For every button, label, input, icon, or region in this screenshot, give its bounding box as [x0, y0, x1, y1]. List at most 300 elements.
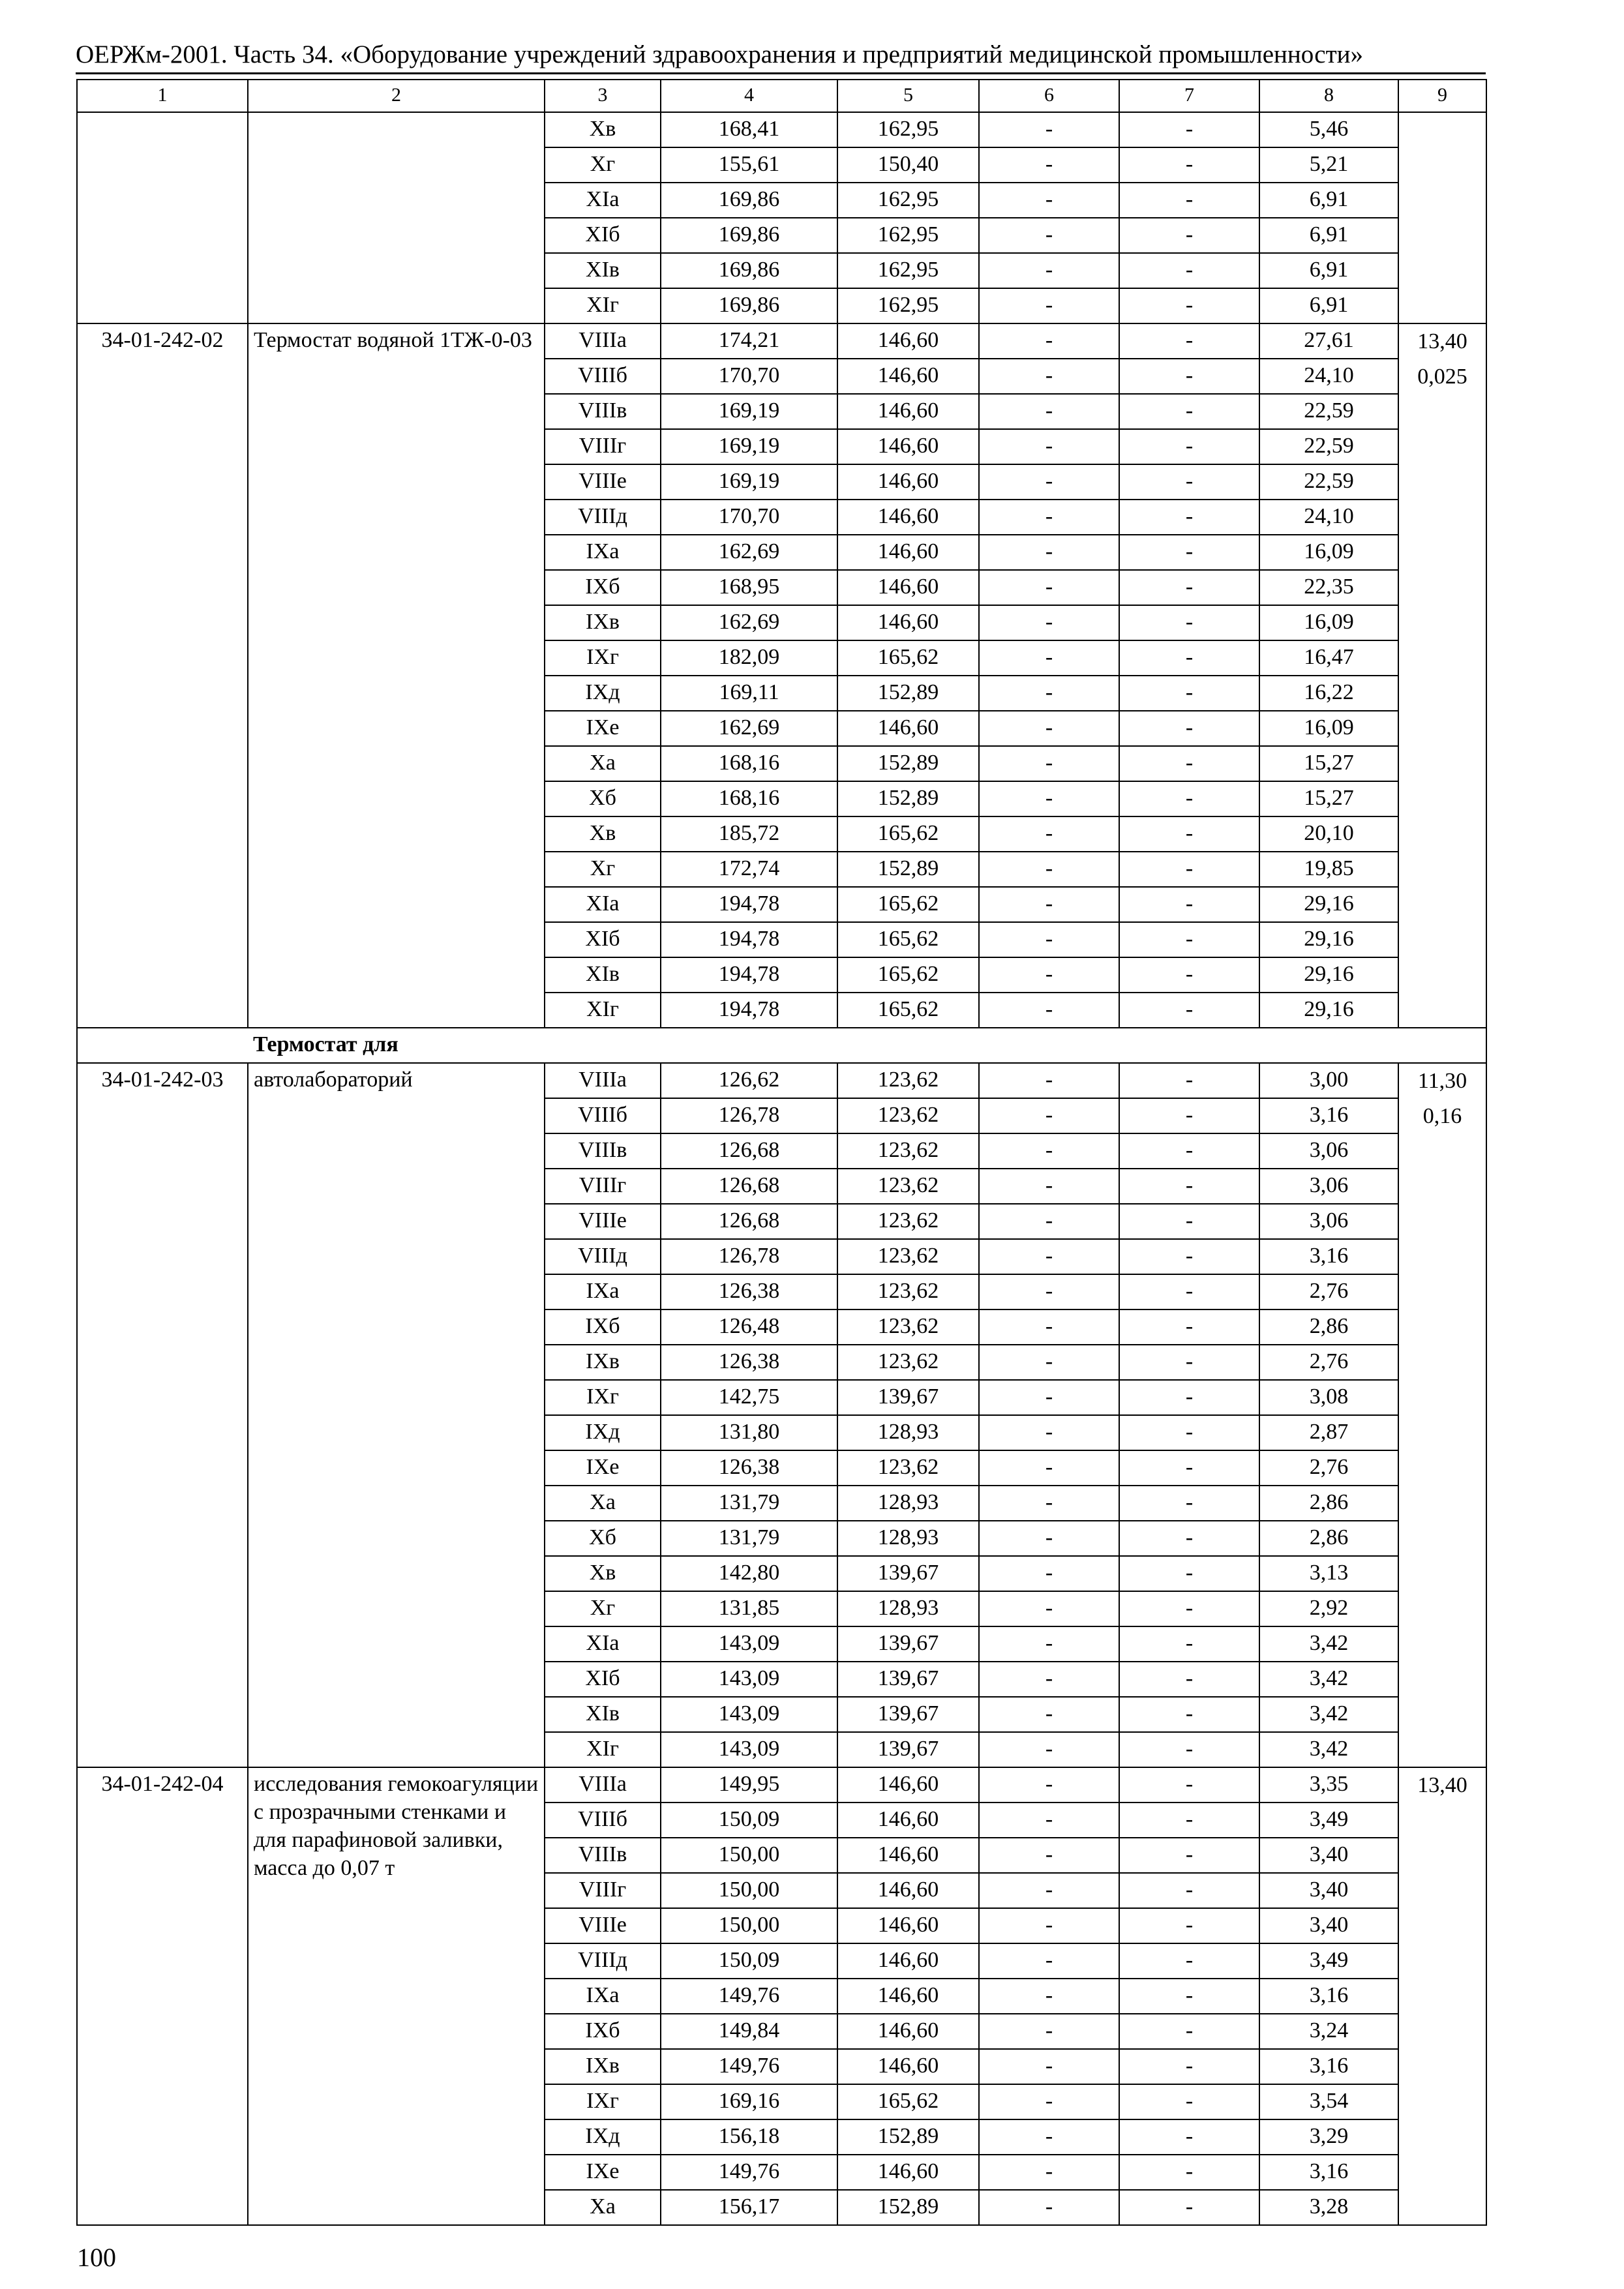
cell-col-8: 2,76	[1259, 1450, 1398, 1486]
cell-col-6: -	[979, 1380, 1119, 1415]
cell-col-7: -	[1119, 1803, 1259, 1838]
cell-col-5: 139,67	[837, 1697, 979, 1732]
cell-col-4: 126,38	[661, 1450, 837, 1486]
cell-col-8: 3,06	[1259, 1204, 1398, 1239]
cell-col-4: 126,68	[661, 1204, 837, 1239]
cell-col-4: 126,78	[661, 1239, 837, 1274]
cell-col-3: IXе	[545, 711, 661, 746]
cell-col-7: -	[1119, 1697, 1259, 1732]
column-number-1: 1	[77, 80, 248, 112]
cell-col-4: 143,09	[661, 1626, 837, 1662]
cell-col-7: -	[1119, 1204, 1259, 1239]
cell-col-8: 6,91	[1259, 218, 1398, 253]
cell-col-6: -	[979, 500, 1119, 535]
cell-col-5: 152,89	[837, 2119, 979, 2155]
cell-col-5: 139,67	[837, 1626, 979, 1662]
cell-col-6: -	[979, 711, 1119, 746]
cell-col-3: Xг	[545, 147, 661, 183]
cell-col-8: 2,92	[1259, 1591, 1398, 1626]
cell-col-4: 126,38	[661, 1274, 837, 1309]
cell-col-3: XIг	[545, 1732, 661, 1767]
cell-col-7: -	[1119, 1098, 1259, 1133]
cell-col-6: -	[979, 1662, 1119, 1697]
cell-col-8: 3,16	[1259, 1239, 1398, 1274]
cell-col-5: 123,62	[837, 1309, 979, 1345]
cell-col-7: -	[1119, 1239, 1259, 1274]
cell-col-6: -	[979, 1908, 1119, 1943]
cell-col-5: 123,62	[837, 1133, 979, 1169]
cell-col-3: Xа	[545, 1486, 661, 1521]
cell-col-6: -	[979, 394, 1119, 429]
cell-col-6: -	[979, 781, 1119, 816]
cell-col-4: 169,86	[661, 253, 837, 288]
cell-col-8: 3,42	[1259, 1662, 1398, 1697]
cell-col-5: 146,60	[837, 394, 979, 429]
cell-col-4: 168,16	[661, 746, 837, 781]
cell-col-4: 169,86	[661, 183, 837, 218]
column-number-row	[77, 80, 1486, 112]
cell-col-6: -	[979, 640, 1119, 676]
cell-col-8: 22,35	[1259, 570, 1398, 605]
cell-col-6: -	[979, 1697, 1119, 1732]
cell-col-7: -	[1119, 464, 1259, 500]
cell-col-7: -	[1119, 1169, 1259, 1204]
cell-col-7: -	[1119, 676, 1259, 711]
cell-col-3: XIб	[545, 1662, 661, 1697]
cell-col-4: 170,70	[661, 359, 837, 394]
cell-col-6: -	[979, 1979, 1119, 2014]
cell-col-3: Xв	[545, 1556, 661, 1591]
cell-col-8: 2,76	[1259, 1345, 1398, 1380]
cell-col-4: 149,84	[661, 2014, 837, 2049]
cell-col-5: 146,60	[837, 1767, 979, 1803]
cell-col-6: -	[979, 852, 1119, 887]
cell-col-7: -	[1119, 1521, 1259, 1556]
cell-col-8: 3,00	[1259, 1063, 1398, 1098]
cell-col-3: Xв	[545, 112, 661, 147]
cell-col-6: -	[979, 1274, 1119, 1309]
cell-col-5: 146,60	[837, 1908, 979, 1943]
cell-col-4: 150,00	[661, 1908, 837, 1943]
cell-col-6: -	[979, 147, 1119, 183]
cell-col-7: -	[1119, 1309, 1259, 1345]
cell-col-3: XIв	[545, 1697, 661, 1732]
cell-col-5: 146,60	[837, 2155, 979, 2190]
cell-col-7: -	[1119, 1908, 1259, 1943]
cell-col-8: 6,91	[1259, 288, 1398, 323]
cell-col-4: 156,18	[661, 2119, 837, 2155]
cell-col-3: Xа	[545, 746, 661, 781]
cell-col-8: 29,16	[1259, 922, 1398, 957]
cell-col-3: IXе	[545, 2155, 661, 2190]
cell-col-7: -	[1119, 429, 1259, 464]
cell-col-3: VIIIг	[545, 429, 661, 464]
cell-col-6: -	[979, 816, 1119, 852]
cell-col-5: 146,60	[837, 605, 979, 640]
cell-col-4: 168,16	[661, 781, 837, 816]
cell-col-8: 5,21	[1259, 147, 1398, 183]
cell-col-7: -	[1119, 288, 1259, 323]
column-number-8: 8	[1259, 80, 1398, 112]
cell-col-6: -	[979, 323, 1119, 359]
cell-col-4: 169,86	[661, 218, 837, 253]
rate-name: автолабораторий	[248, 1063, 545, 1767]
cell-col-5: 146,60	[837, 464, 979, 500]
cell-col-5: 146,60	[837, 359, 979, 394]
cell-col-3: IXе	[545, 1450, 661, 1486]
cell-col-3: VIIIе	[545, 1204, 661, 1239]
cell-col-4: 172,74	[661, 852, 837, 887]
cell-col-3: XIв	[545, 957, 661, 993]
cell-col-6: -	[979, 429, 1119, 464]
cell-col-8: 3,49	[1259, 1943, 1398, 1979]
cell-col-7: -	[1119, 957, 1259, 993]
rate-name: Термостат водяной 1ТЖ-0-03	[248, 323, 545, 1028]
cell-col-5: 146,60	[837, 1943, 979, 1979]
cell-col-4: 168,41	[661, 112, 837, 147]
cell-col-5: 165,62	[837, 993, 979, 1028]
cell-col-6: -	[979, 2119, 1119, 2155]
cell-col-7: -	[1119, 323, 1259, 359]
cell-col-5: 165,62	[837, 887, 979, 922]
cell-col-3: Xа	[545, 2190, 661, 2225]
cell-col-3: XIа	[545, 1626, 661, 1662]
cell-col-6: -	[979, 1133, 1119, 1169]
cell-col-7: -	[1119, 1415, 1259, 1450]
cell-col-8: 3,16	[1259, 1098, 1398, 1133]
cell-col-7: -	[1119, 993, 1259, 1028]
cell-col-7: -	[1119, 1380, 1259, 1415]
cell-col-3: VIIIв	[545, 1838, 661, 1873]
cell-col-3: XIг	[545, 288, 661, 323]
cell-col-4: 169,19	[661, 429, 837, 464]
cell-col-6: -	[979, 1803, 1119, 1838]
cell-col-5: 146,60	[837, 535, 979, 570]
cell-col-3: XIв	[545, 253, 661, 288]
cell-col-4: 126,68	[661, 1133, 837, 1169]
cell-col-4: 150,00	[661, 1873, 837, 1908]
cell-col-8: 29,16	[1259, 887, 1398, 922]
cell-col-6: -	[979, 288, 1119, 323]
cell-col-8: 3,35	[1259, 1767, 1398, 1803]
section-title: Термостат для	[248, 1028, 1486, 1063]
cell-col-4: 150,09	[661, 1943, 837, 1979]
cell-col-8: 3,16	[1259, 2155, 1398, 2190]
cell-col-3: VIIIб	[545, 1098, 661, 1133]
cell-col-6: -	[979, 2190, 1119, 2225]
column-number-6: 6	[979, 80, 1119, 112]
cell-col-6: -	[979, 1345, 1119, 1380]
extra-values	[1398, 1063, 1486, 1767]
cell-col-8: 27,61	[1259, 323, 1398, 359]
cell-col-7: -	[1119, 2084, 1259, 2119]
cell-col-8: 16,47	[1259, 640, 1398, 676]
cell-col-3: VIIIд	[545, 500, 661, 535]
cell-col-3: IXа	[545, 535, 661, 570]
cell-col-5: 123,62	[837, 1063, 979, 1098]
cell-col-8: 6,91	[1259, 253, 1398, 288]
cell-col-7: -	[1119, 1345, 1259, 1380]
cell-col-3: VIIIб	[545, 359, 661, 394]
cell-col-8: 16,09	[1259, 605, 1398, 640]
section-code-cell	[77, 1028, 248, 1063]
cell-col-4: 143,09	[661, 1732, 837, 1767]
cell-col-3: VIIIд	[545, 1943, 661, 1979]
cell-col-3: IXд	[545, 2119, 661, 2155]
cell-col-5: 152,89	[837, 746, 979, 781]
rate-code: 34-01-242-02	[77, 323, 248, 1028]
rate-code: 34-01-242-03	[77, 1063, 248, 1767]
cell-col-8: 3,42	[1259, 1732, 1398, 1767]
cell-col-4: 169,86	[661, 288, 837, 323]
cell-col-5: 123,62	[837, 1450, 979, 1486]
cell-col-4: 169,19	[661, 464, 837, 500]
cell-col-3: VIIIг	[545, 1873, 661, 1908]
cell-col-7: -	[1119, 500, 1259, 535]
column-number-5: 5	[837, 80, 979, 112]
cell-col-6: -	[979, 1415, 1119, 1450]
cell-col-5: 162,95	[837, 218, 979, 253]
cell-col-5: 146,60	[837, 1873, 979, 1908]
header-rule	[76, 72, 1486, 74]
cell-col-5: 123,62	[837, 1204, 979, 1239]
cell-col-5: 146,60	[837, 2049, 979, 2084]
cell-col-7: -	[1119, 2014, 1259, 2049]
cell-col-6: -	[979, 1204, 1119, 1239]
cell-col-8: 3,54	[1259, 2084, 1398, 2119]
page-number: 100	[77, 2243, 116, 2272]
cell-col-5: 165,62	[837, 922, 979, 957]
cell-col-6: -	[979, 1486, 1119, 1521]
cell-col-6: -	[979, 112, 1119, 147]
rate-code	[77, 112, 248, 323]
cell-col-8: 3,49	[1259, 1803, 1398, 1838]
cell-col-7: -	[1119, 183, 1259, 218]
cell-col-7: -	[1119, 1556, 1259, 1591]
extra-values	[1398, 112, 1486, 323]
cell-col-3: Xг	[545, 852, 661, 887]
cell-col-8: 6,91	[1259, 183, 1398, 218]
cell-col-8: 22,59	[1259, 394, 1398, 429]
cell-col-5: 165,62	[837, 640, 979, 676]
column-number-4: 4	[661, 80, 837, 112]
cell-col-5: 152,89	[837, 676, 979, 711]
cell-col-8: 3,06	[1259, 1133, 1398, 1169]
cell-col-5: 139,67	[837, 1380, 979, 1415]
cell-col-4: 150,09	[661, 1803, 837, 1838]
cell-col-6: -	[979, 2084, 1119, 2119]
cell-col-6: -	[979, 1626, 1119, 1662]
cell-col-6: -	[979, 605, 1119, 640]
cell-col-5: 152,89	[837, 2190, 979, 2225]
cell-col-4: 169,19	[661, 394, 837, 429]
cell-col-4: 131,79	[661, 1521, 837, 1556]
cell-col-3: VIIIв	[545, 394, 661, 429]
cell-col-6: -	[979, 746, 1119, 781]
cell-col-5: 146,60	[837, 1803, 979, 1838]
cell-col-7: -	[1119, 2049, 1259, 2084]
cell-col-8: 24,10	[1259, 359, 1398, 394]
cell-col-6: -	[979, 218, 1119, 253]
cell-col-7: -	[1119, 1591, 1259, 1626]
cell-col-7: -	[1119, 112, 1259, 147]
cell-col-4: 162,69	[661, 605, 837, 640]
cell-col-7: -	[1119, 605, 1259, 640]
cell-col-4: 182,09	[661, 640, 837, 676]
cell-col-4: 194,78	[661, 922, 837, 957]
cell-col-4: 185,72	[661, 816, 837, 852]
cell-col-3: Xв	[545, 816, 661, 852]
cell-col-7: -	[1119, 2119, 1259, 2155]
cell-col-7: -	[1119, 922, 1259, 957]
cell-col-3: VIIIе	[545, 1908, 661, 1943]
cell-col-8: 3,16	[1259, 2049, 1398, 2084]
cell-col-6: -	[979, 887, 1119, 922]
cell-col-3: IXг	[545, 1380, 661, 1415]
cell-col-4: 149,95	[661, 1767, 837, 1803]
cell-col-8: 3,28	[1259, 2190, 1398, 2225]
cell-col-4: 194,78	[661, 993, 837, 1028]
cell-col-3: VIIIа	[545, 1063, 661, 1098]
cell-col-7: -	[1119, 253, 1259, 288]
cell-col-5: 123,62	[837, 1274, 979, 1309]
cell-col-4: 149,76	[661, 2049, 837, 2084]
cell-col-6: -	[979, 1309, 1119, 1345]
cell-col-6: -	[979, 1098, 1119, 1133]
cell-col-3: VIIIб	[545, 1803, 661, 1838]
cell-col-4: 169,11	[661, 676, 837, 711]
cell-col-3: XIб	[545, 218, 661, 253]
cell-col-8: 3,42	[1259, 1697, 1398, 1732]
cell-col-6: -	[979, 2014, 1119, 2049]
cell-col-3: IXг	[545, 640, 661, 676]
cell-col-8: 29,16	[1259, 993, 1398, 1028]
cell-col-4: 142,80	[661, 1556, 837, 1591]
cell-col-3: IXд	[545, 676, 661, 711]
cell-col-5: 123,62	[837, 1345, 979, 1380]
cell-col-5: 128,93	[837, 1415, 979, 1450]
cell-col-8: 3,06	[1259, 1169, 1398, 1204]
cell-col-4: 162,69	[661, 711, 837, 746]
page-header: ОЕРЖм-2001. Часть 34. «Оборудование учреждений здравоохранения и предприятий медицинской промышленности»	[76, 40, 1363, 68]
cell-col-3: IXг	[545, 2084, 661, 2119]
cell-col-8: 19,85	[1259, 852, 1398, 887]
cell-col-8: 3,08	[1259, 1380, 1398, 1415]
cell-col-8: 2,86	[1259, 1521, 1398, 1556]
cell-col-7: -	[1119, 816, 1259, 852]
cell-col-3: XIг	[545, 993, 661, 1028]
cell-col-5: 165,62	[837, 816, 979, 852]
cell-col-7: -	[1119, 218, 1259, 253]
cell-col-6: -	[979, 1732, 1119, 1767]
cell-col-7: -	[1119, 887, 1259, 922]
cell-col-7: -	[1119, 147, 1259, 183]
cell-col-7: -	[1119, 1838, 1259, 1873]
cell-col-5: 162,95	[837, 253, 979, 288]
extra-values	[1398, 323, 1486, 1028]
cell-col-7: -	[1119, 1063, 1259, 1098]
cell-col-6: -	[979, 1169, 1119, 1204]
cell-col-3: VIIIв	[545, 1133, 661, 1169]
cell-col-7: -	[1119, 781, 1259, 816]
cell-col-4: 149,76	[661, 1979, 837, 2014]
cell-col-8: 2,87	[1259, 1415, 1398, 1450]
cell-col-6: -	[979, 1239, 1119, 1274]
cell-col-8: 15,27	[1259, 746, 1398, 781]
cell-col-5: 139,67	[837, 1556, 979, 1591]
cell-col-7: -	[1119, 1767, 1259, 1803]
cell-col-5: 139,67	[837, 1662, 979, 1697]
cell-col-8: 3,40	[1259, 1908, 1398, 1943]
cell-col-5: 146,60	[837, 2014, 979, 2049]
cell-col-3: VIIIа	[545, 323, 661, 359]
cell-col-4: 169,16	[661, 2084, 837, 2119]
cell-col-4: 162,69	[661, 535, 837, 570]
cell-col-8: 3,29	[1259, 2119, 1398, 2155]
extra-value: 11,30	[1417, 1069, 1467, 1093]
cell-col-7: -	[1119, 394, 1259, 429]
section-title-row	[77, 1028, 1486, 1063]
cell-col-5: 162,95	[837, 288, 979, 323]
rate-name: исследования гемокоагуляции с прозрачными стенками и для парафиновой заливки, масса до 0,07 т	[248, 1767, 545, 2225]
cell-col-5: 123,62	[837, 1169, 979, 1204]
cell-col-7: -	[1119, 1626, 1259, 1662]
cell-col-3: VIIIг	[545, 1169, 661, 1204]
cell-col-6: -	[979, 1873, 1119, 1908]
cell-col-5: 150,40	[837, 147, 979, 183]
cell-col-5: 152,89	[837, 781, 979, 816]
extra-value: 0,16	[1422, 1104, 1462, 1128]
cell-col-5: 128,93	[837, 1486, 979, 1521]
extra-values	[1398, 1767, 1486, 2225]
cell-col-6: -	[979, 1521, 1119, 1556]
cell-col-7: -	[1119, 1873, 1259, 1908]
table-row	[77, 1063, 1486, 1098]
cell-col-4: 131,80	[661, 1415, 837, 1450]
cell-col-3: IXд	[545, 1415, 661, 1450]
cell-col-5: 165,62	[837, 957, 979, 993]
cell-col-4: 126,62	[661, 1063, 837, 1098]
cell-col-4: 126,38	[661, 1345, 837, 1380]
price-table	[76, 79, 1487, 2226]
cell-col-8: 16,09	[1259, 535, 1398, 570]
rate-code: 34-01-242-04	[77, 1767, 248, 2225]
cell-col-3: VIIIд	[545, 1239, 661, 1274]
cell-col-6: -	[979, 535, 1119, 570]
cell-col-6: -	[979, 2155, 1119, 2190]
cell-col-8: 2,86	[1259, 1309, 1398, 1345]
cell-col-7: -	[1119, 359, 1259, 394]
cell-col-3: IXв	[545, 1345, 661, 1380]
cell-col-7: -	[1119, 570, 1259, 605]
cell-col-5: 146,60	[837, 500, 979, 535]
cell-col-6: -	[979, 922, 1119, 957]
cell-col-7: -	[1119, 2155, 1259, 2190]
cell-col-5: 128,93	[837, 1591, 979, 1626]
cell-col-8: 3,24	[1259, 2014, 1398, 2049]
cell-col-3: XIа	[545, 887, 661, 922]
cell-col-8: 29,16	[1259, 957, 1398, 993]
cell-col-4: 131,85	[661, 1591, 837, 1626]
cell-col-5: 162,95	[837, 183, 979, 218]
cell-col-4: 156,17	[661, 2190, 837, 2225]
cell-col-5: 152,89	[837, 852, 979, 887]
cell-col-6: -	[979, 1838, 1119, 1873]
extra-value: 0,025	[1417, 365, 1467, 389]
cell-col-6: -	[979, 2049, 1119, 2084]
cell-col-3: IXб	[545, 570, 661, 605]
cell-col-7: -	[1119, 1486, 1259, 1521]
